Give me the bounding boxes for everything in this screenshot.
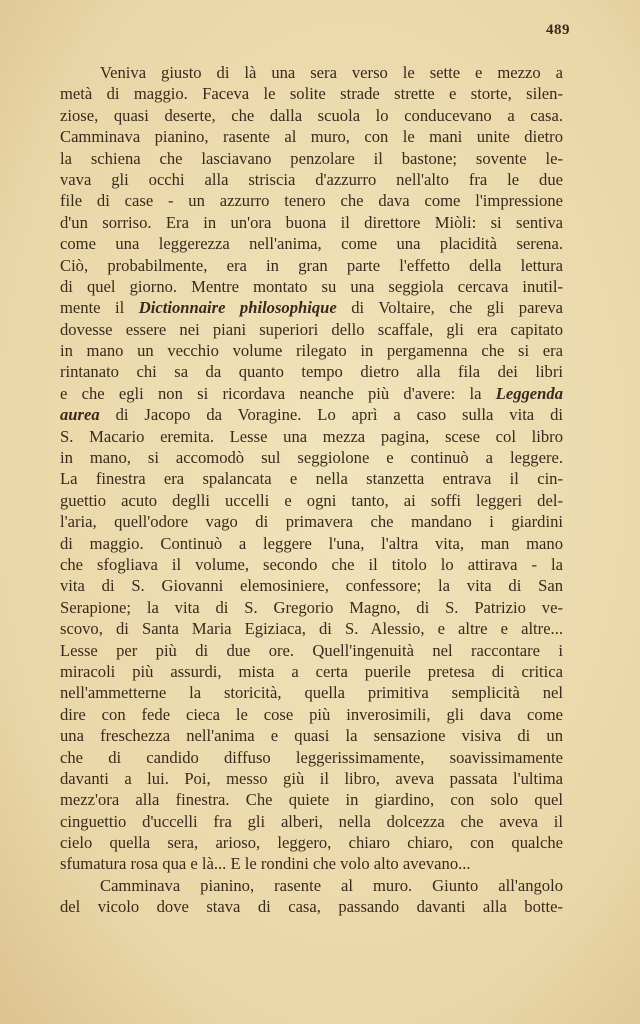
text-line: di quel giorno. Mentre montato su una seggiola cercava inutil- xyxy=(60,276,563,296)
text-line: miracoli più assurdi, mista a certa puerile pretesa di critica xyxy=(60,661,563,681)
text-line: la schiena che lasciavano penzolare il bastone; sovente le- xyxy=(60,148,563,168)
line-text-before: mente il xyxy=(60,298,139,318)
text-line: ziose, quasi deserte, che dalla scuola lo conducevano a casa. xyxy=(60,105,563,125)
text-line: scovo, di Santa Maria Egiziaca, di S. Alessio, e altre e altre... xyxy=(60,619,563,639)
text-line xyxy=(60,383,563,404)
text-line: Camminava pianino, rasente al muro, con le mani unite dietro xyxy=(60,127,563,147)
text-line: cinguettio d'uccelli fra gli alberi, nella dolcezza che aveva il xyxy=(60,811,563,831)
line-text-after: di Jacopo da Voragine. Lo aprì a caso sulla vita di xyxy=(99,405,563,425)
text-line: guettio acuto deglli uccelli e ogni tanto, ai soffi leggeri del- xyxy=(60,490,563,510)
text-line: mezz'ora alla finestra. Che quiete in giardino, con solo quel xyxy=(60,790,563,810)
text-line: che di candido diffuso leggerissimamente, soavissimamente xyxy=(60,747,563,767)
text-line: davanti a lui. Poi, messo giù il libro, aveva passata l'ultima xyxy=(60,768,563,788)
text-line: metà di maggio. Faceva le solite strade strette e storte, silen- xyxy=(60,84,563,104)
text-line: nell'ammetterne la storicità, quella primitiva semplicità nel xyxy=(60,683,563,703)
book-title: aurea xyxy=(60,405,100,425)
text-line: vita di S. Giovanni elemosiniere, confessore; la vita di San xyxy=(60,576,563,596)
text-line: Veniva giusto di là una sera verso le sette e mezzo a xyxy=(100,63,563,82)
page-number: 489 xyxy=(546,22,570,38)
text-line xyxy=(60,297,563,318)
text-line: in mano un vecchio volume rilegato in pergamenna che si era xyxy=(60,341,563,361)
page-text xyxy=(60,62,563,918)
text-line: in mano, si accomodò sul seggiolone e continuò a leggere. xyxy=(60,448,563,468)
text-line: dire con fede cieca le cose più inverosimili, gli dava come xyxy=(60,704,563,724)
text-line xyxy=(60,404,563,425)
text-line: come una leggerezza nell'anima, come una placidità serena. xyxy=(60,234,563,254)
text-line: del vicolo dove stava di casa, passando davanti alla botte- xyxy=(60,897,563,917)
text-line: sfumatura rosa qua e là... E le rondini che volo alto avevano... xyxy=(60,854,471,874)
text-line: l'aria, quell'odore vago di primavera che mandano i giardini xyxy=(60,512,563,532)
text-line: che sfogliava il volume, secondo che il titolo lo attirava - la xyxy=(60,554,563,574)
book-title: Dictionnaire philosophique xyxy=(138,298,337,318)
text-line: file di case - un azzurro tenero che dava come l'impressione xyxy=(60,191,563,211)
book-title: Leggenda xyxy=(495,383,563,403)
text-line: dovesse essere nei piani superiori dello scaffale, gli era capitato xyxy=(60,319,563,339)
text-line: cielo quella sera, arioso, leggero, chiaro chiaro, con qualche xyxy=(60,833,563,853)
line-text-before: e che egli non si ricordava neanche più d'avere: la xyxy=(60,383,496,403)
text-line: una freschezza nell'anima e quasi la sensazione visiva di un xyxy=(60,726,563,746)
text-line: Ciò, probabilmente, era in gran parte l'effetto della lettura xyxy=(60,255,563,275)
text-line: La finestra era spalancata e nella stanzetta entrava il cin- xyxy=(60,469,563,489)
text-line: S. Macario eremita. Lesse una mezza pagina, scese col libro xyxy=(60,426,563,446)
text-line: rintanato chi sa da quanto tempo dietro alla fila dei libri xyxy=(60,362,563,382)
text-line: di maggio. Continuò a leggere l'una, l'altra vita, man mano xyxy=(60,533,563,553)
text-line: Camminava pianino, rasente al muro. Giunto all'angolo xyxy=(100,875,563,895)
text-line: Serapione; la vita di S. Gregorio Magno, di S. Patrizio ve- xyxy=(60,597,563,617)
text-line: Lesse per più di due ore. Quell'ingenuità nel raccontare i xyxy=(60,640,563,660)
text-line: d'un sorriso. Era in un'ora buona il direttore Miòli: si sentiva xyxy=(60,212,563,232)
line-text-after: di Voltaire, che gli pareva xyxy=(336,298,563,318)
text-line: vava gli occhi alla striscia d'azzurro nell'alto fra le due xyxy=(60,169,563,189)
